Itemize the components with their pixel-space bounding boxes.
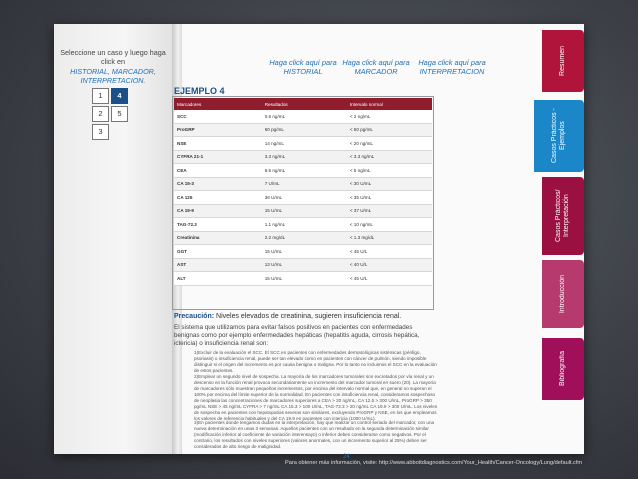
cell-normal: < 2 ng/mL: [347, 110, 432, 123]
cell-result: 15 U/mL: [262, 204, 347, 218]
table-row: [174, 231, 432, 245]
header-markers: Marcadores: [174, 98, 262, 110]
tab-casos-ejemplos[interactable]: [534, 100, 584, 172]
cell-marker: CA 15-3: [174, 177, 262, 191]
cell-result: 14 ng/mL: [262, 137, 347, 151]
numbered-item-2: 2)Emplear un segundo nivel de sospecha. La mayoría de los marcadores tumorales son excretados por vía renal y un descenso en la función renal provoca secundariamente un incremento del marcador tumoral en suero (20). La mayoría de marcadores sólo muestran pequeños incrementos, por encima del intervalo normal que, en general no superan el 100% por encima del límite superior de la normalidad. En pacientes con insuficiencia renal, consideramos sospechoso de neoplasia las concentraciones de marcadores superiores a CEA > 20 ng/mL, CA 12.5 > 300 U/mL, ProGRP > 350 pg/mL NSE > 45 ng/mL CYFRA > 7 ng/mL CA 15.3 > 100 U/mL, TAG-72.3 > 20 ng/mL CA 19.9 > 300 U/mL. Los niveles de sospecha en pacientes con hepatopatías severas son similares, excluyendo ProGRP y NSE, en los que empleamos los valores de referencia habituales y del CA 19.9 en pacientes con ictericia (1000 U/mL).: [194, 374, 438, 421]
cell-marker: NSE: [174, 137, 262, 151]
header-normal-range: Intervalo normal: [347, 98, 432, 110]
tab-resumen[interactable]: [542, 30, 584, 92]
cell-result: 60 pg/mL: [262, 123, 347, 137]
numbered-item-1: 1)Excluir de la evaluación el SCC. El SCC en pacientes con enfermedades dermatológicas sistémicas (pénfigo, psoriasis) o insuficiencia renal, puede ser tan elevado como en pacientes con cáncer de pulmón, siendo imposible distinguir si el origen del incremento es por causa benigna o maligna. Por lo tanto no incluimos el SCC en la evaluación de estos pacientes.: [194, 350, 437, 373]
table-row: [174, 191, 432, 205]
table-row: [174, 137, 432, 151]
cell-result: 15 U/mL: [262, 272, 347, 286]
cell-result: 1.1 ng/mL: [262, 218, 347, 232]
instructions: [60, 48, 166, 86]
cell-normal: < 40 U/L: [347, 258, 432, 272]
table-row: [174, 218, 432, 232]
example-title: EJEMPLO 4: [174, 86, 225, 96]
interpretacion-link-line1: Haga click aquí para: [418, 58, 486, 67]
marcador-link[interactable]: [340, 58, 412, 76]
tab-casos-interpretacion-label: Casos Prácticos/ Interpretación: [555, 189, 570, 243]
table-row: [174, 164, 432, 178]
cell-result: 2.2 mg/dL: [262, 231, 347, 245]
cell-marker: GGT: [174, 245, 262, 259]
cell-normal: < 45 U/L: [347, 272, 432, 286]
table-row: [174, 272, 432, 286]
case-3-button[interactable]: 3: [92, 124, 109, 140]
case-2-button[interactable]: 2: [92, 106, 109, 122]
table-row: [174, 150, 432, 164]
table-row: [174, 123, 432, 137]
body-text: El sistema que utilizamos para evitar falsos positivos en pacientes con enfermedades benignas como por ejemplo enfermedades hepáticas (hepatitis aguda, cirrosis hepática, ictericia) o insuficiencia renal son:: [174, 324, 420, 347]
precaution: [174, 313, 401, 320]
table-row: [174, 204, 432, 218]
historial-link[interactable]: [268, 58, 338, 76]
instructions-line2: HISTORIAL, MARCADOR, INTERPRETACION.: [70, 66, 156, 86]
cell-normal: < 5 ng/mL: [347, 164, 432, 178]
table-row: [174, 177, 432, 191]
cell-marker: SCC: [174, 110, 262, 123]
precaution-label: Precaución:: [174, 313, 215, 320]
cell-marker: ProGRP: [174, 123, 262, 137]
cell-marker: CA 125: [174, 191, 262, 205]
cell-marker: CEA: [174, 164, 262, 178]
cell-marker: ALT: [174, 272, 262, 286]
footer-text[interactable]: Para obtener más información, visite: http://www.abbottdiagnostics.com/Your_Health/Cancer-Oncology/Lung/default.cfm: [285, 460, 583, 466]
tab-bibliografia[interactable]: [542, 338, 584, 400]
cell-normal: < 45 U/L: [347, 245, 432, 259]
cell-marker: TAG-72.3: [174, 218, 262, 232]
cell-marker: AST: [174, 258, 262, 272]
cell-normal: < 20 ng/mL: [347, 137, 432, 151]
historial-link-line2: HISTORIAL: [283, 67, 323, 76]
table-row: [174, 258, 432, 272]
header-results: Resultados: [262, 98, 347, 110]
cell-normal: < 10 ng/mL: [347, 218, 432, 232]
case-4-button[interactable]: 4: [111, 88, 128, 104]
historial-link-line1: Haga click aquí para: [269, 58, 337, 67]
tab-introduccion[interactable]: [542, 260, 584, 328]
table-row: [174, 245, 432, 259]
marcador-link-line1: Haga click aquí para: [342, 58, 410, 67]
cell-normal: < 3.3 ng/mL: [347, 150, 432, 164]
instructions-line1: Seleccione un caso y luego haga click en: [60, 48, 166, 67]
page-number: 24: [343, 454, 350, 460]
cell-result: 13 U/mL: [262, 258, 347, 272]
cell-normal: < 35 U/mL: [347, 191, 432, 205]
tab-introduccion-label: Introducción: [559, 274, 566, 314]
tab-resumen-label: Resumen: [559, 46, 566, 76]
cell-marker: Creatinina: [174, 231, 262, 245]
interpretacion-link[interactable]: [412, 58, 492, 76]
table-row: [174, 110, 432, 123]
table-header-row: [174, 98, 432, 110]
cell-normal: < 37 U/mL: [347, 204, 432, 218]
numbered-item-3: 3)En pacientes donde tengamos dudas en la interpretación, hay que realizar un control seriado del marcador, con una nueva determinación en unas 3 semanas. Aquellos pacientes con un resultado en la segunda determinación similar (modificación inferior al coeficiente de variación interensayo) o inferior deben considerarse como negativos. Por el contrario, los resultados con niveles superiores (valores anormales, con un incremento superior al 25%) deben ser considerados de alto riesgo de malignidad.: [194, 420, 435, 449]
marcador-link-line2: MARCADOR: [354, 67, 398, 76]
cell-result: 6.5 ng/mL: [262, 164, 347, 178]
tab-bibliografia-label: Bibliografía: [559, 351, 566, 387]
cell-result: 3.3 ng/mL: [262, 150, 347, 164]
interpretacion-link-line2: INTERPRETACION: [419, 67, 485, 76]
case-5-button[interactable]: 5: [111, 106, 128, 122]
cell-marker: CYFRA 21-1: [174, 150, 262, 164]
cell-result: 7 U/mL: [262, 177, 347, 191]
marker-table: [174, 98, 432, 286]
tab-casos-interpretacion[interactable]: [542, 177, 584, 255]
case-1-button[interactable]: 1: [92, 88, 109, 104]
cell-marker: CA 19-9: [174, 204, 262, 218]
cell-result: 36 U/mL: [262, 191, 347, 205]
cell-normal: < 30 U/mL: [347, 177, 432, 191]
cell-normal: < 1.3 mg/dL: [347, 231, 432, 245]
cell-result: 15 U/mL: [262, 245, 347, 259]
cell-normal: < 50 pg/mL: [347, 123, 432, 137]
cell-result: 0.6 ng/mL: [262, 110, 347, 123]
tab-casos-ejemplos-label: Casos Prácticos - Ejemplos: [551, 108, 566, 164]
precaution-text: Niveles elevados de creatinina, sugieren insuficiencia renal.: [214, 313, 402, 320]
